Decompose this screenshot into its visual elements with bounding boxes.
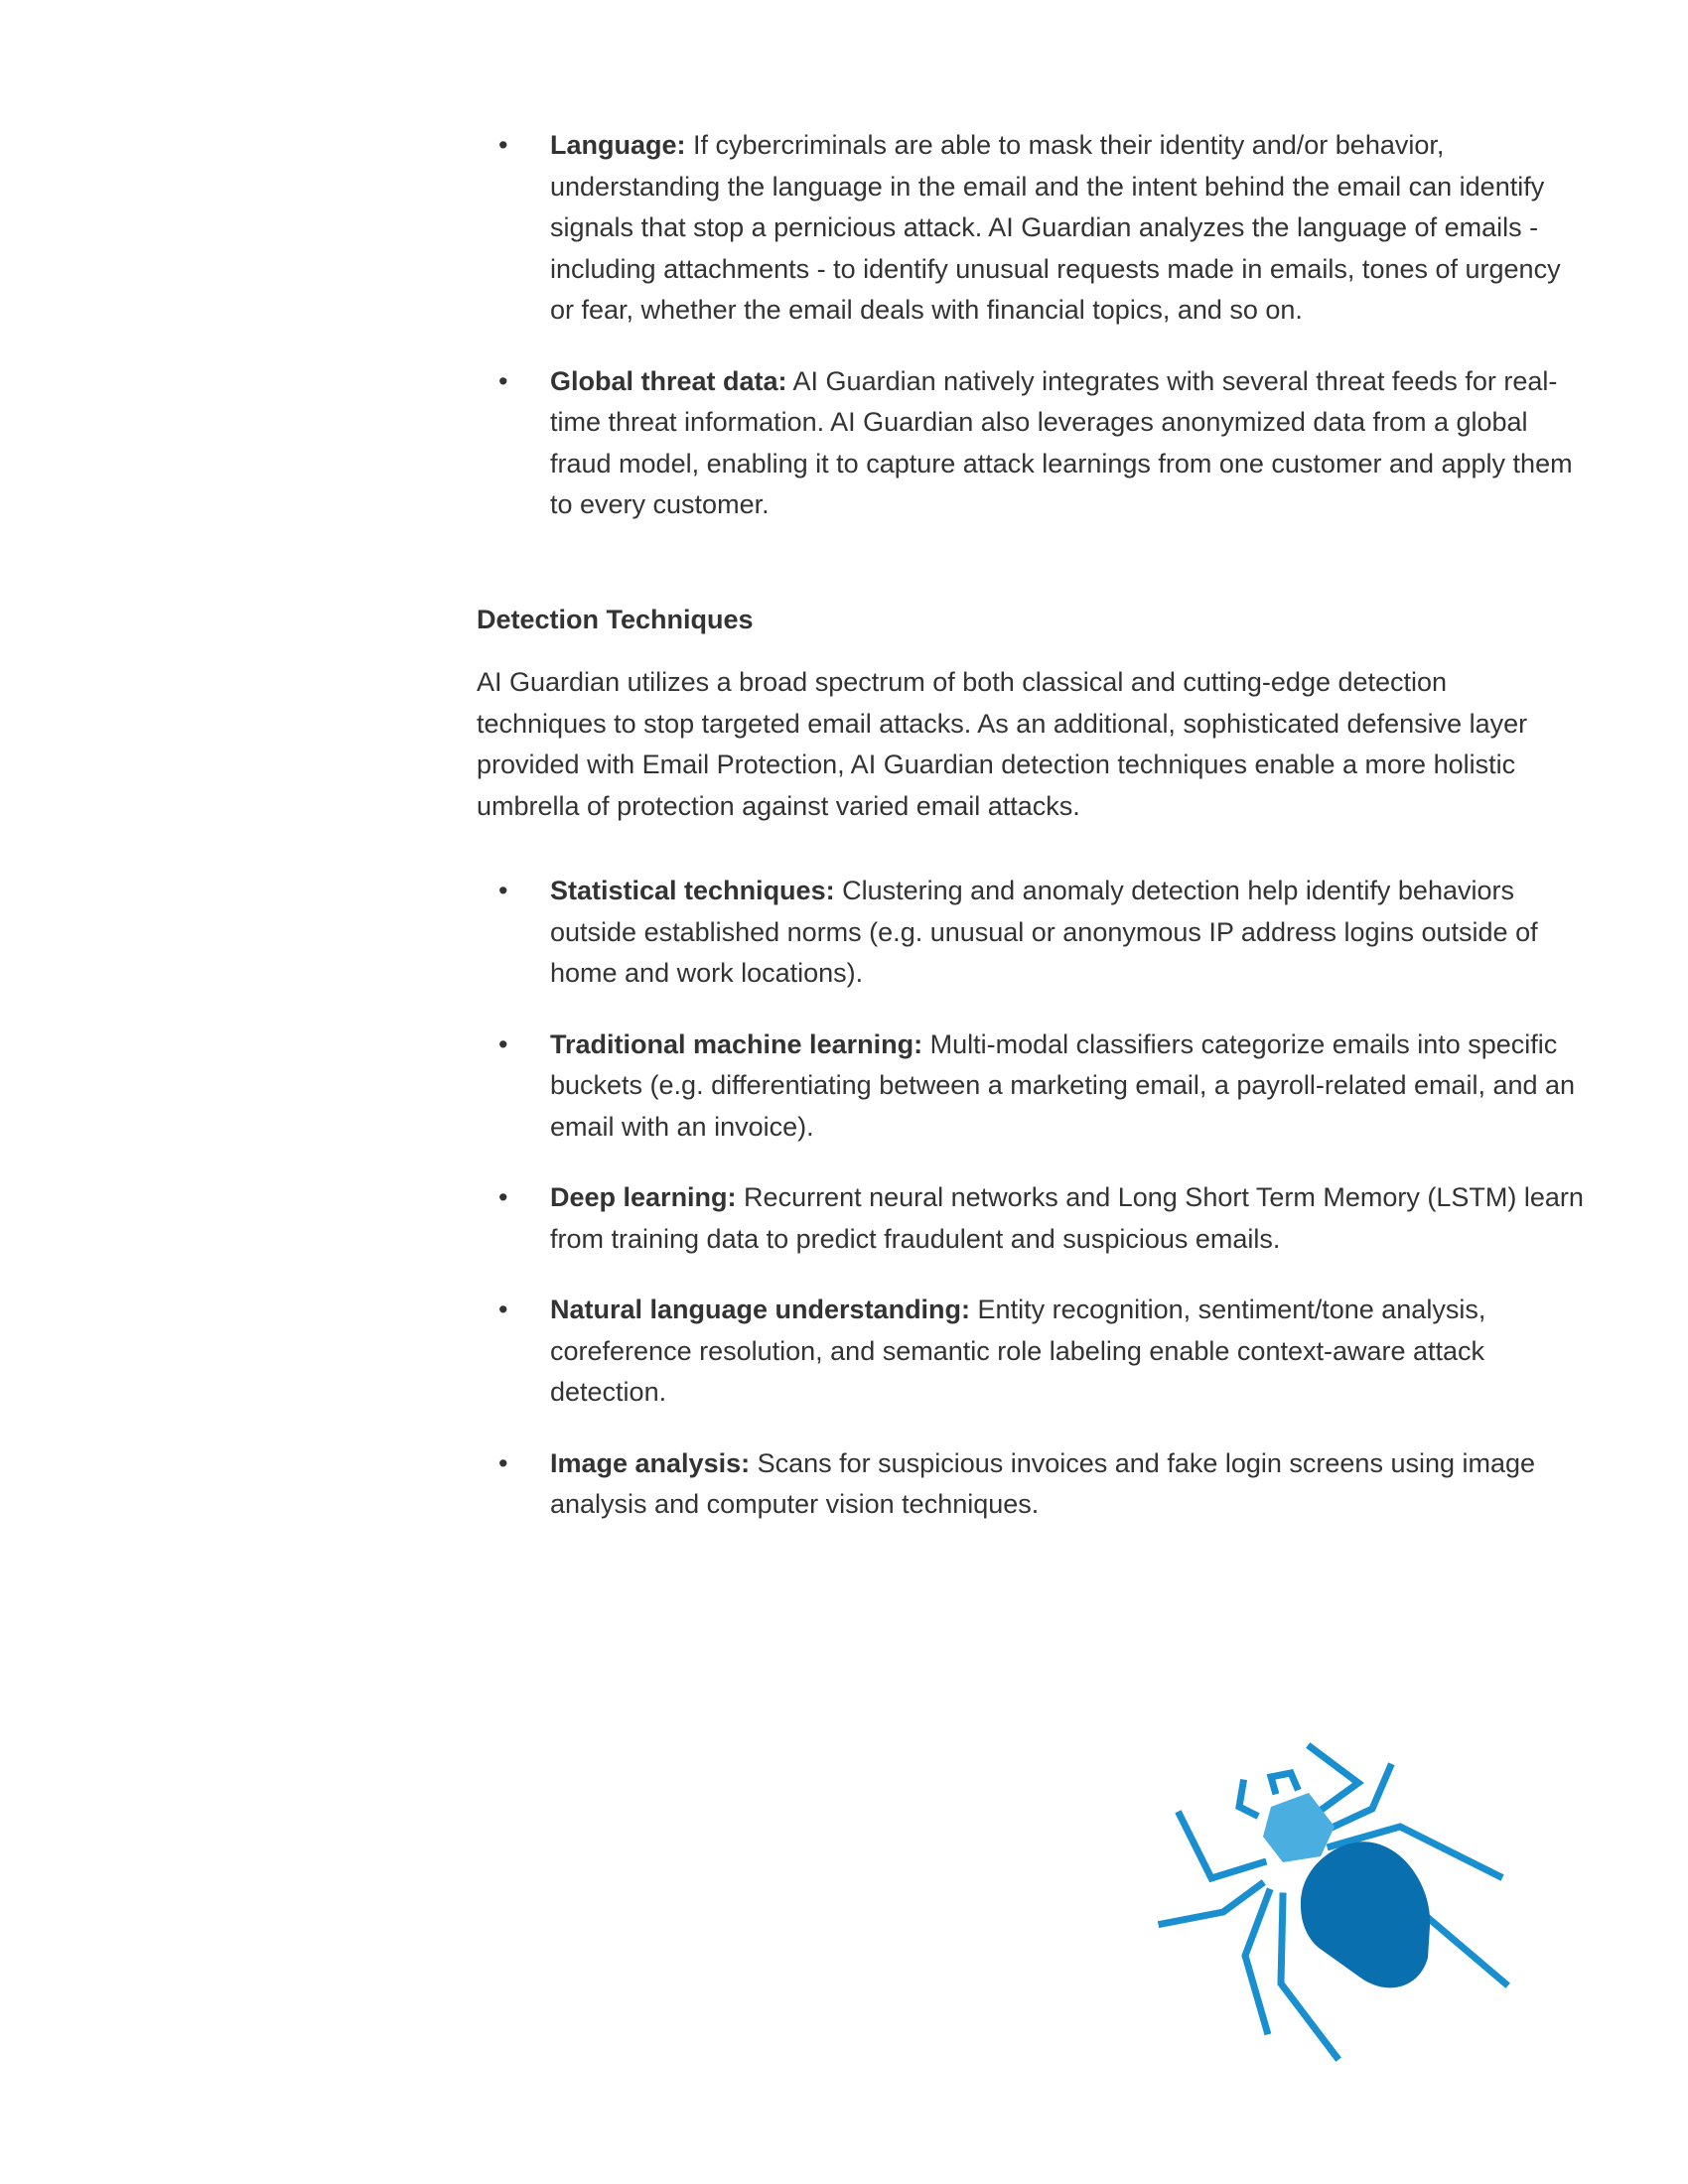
bullet-term: Natural language understanding: [550, 1295, 971, 1324]
list-item [477, 1177, 1589, 1260]
bullet-text: Multi-modal classifiers categorize emails into specific buckets (e.g. differentiating between a marketing email, a payroll-related email, and an email with an invoice). [550, 1028, 1576, 1142]
bullet-term: Global threat data: [550, 365, 787, 396]
bullet-text: AI Guardian natively integrates with several threat feeds for real-time threat information. AI Guardian also leverages anonymized data from a global fraud model, enabling it to capture attack learnings from one customer and apply them to every customer. [550, 365, 1573, 519]
bullet-icon: • [498, 876, 508, 905]
list-item [477, 361, 1589, 526]
bullet-text: Clustering and anomaly detection help identify behaviors outside established norms (e.g. unusual or anonymous IP address logins outside of home and work locations). [550, 876, 1538, 988]
list-item [477, 1290, 1589, 1414]
list-item [477, 125, 1589, 332]
section-paragraph: AI Guardian utilizes a broad spectrum of both classical and cutting-edge detection techniques to stop targeted email attacks. As an additional, sophisticated defensive layer provided with Email Protection, AI Guardian detection techniques enable a more holistic umbrella of protection against varied email attacks. [477, 667, 1528, 821]
bullet-icon: • [498, 1295, 508, 1324]
bullet-icon: • [498, 1028, 508, 1059]
bullet-icon: • [498, 1447, 508, 1478]
section-heading: Detection Techniques [477, 604, 754, 634]
bullet-text: Entity recognition, sentiment/tone analysis, coreference resolution, and semantic role labeling enable context-aware attack detection. [550, 1295, 1486, 1407]
bullet-icon: • [498, 130, 508, 160]
bullet-term: Image analysis: [550, 1447, 751, 1478]
bullet-text: If cybercriminals are able to mask their identity and/or behavior, understanding the language in the email and the intent behind the email can identify signals that stop a pernicious attack. AI Guardian analyzes the language of emails - including attachments - to identify unusual requests made in emails, tones of urgency or fear, whether the email deals with financial topics, and so on. [550, 130, 1561, 325]
feature-list [477, 125, 1589, 526]
bullet-term: Deep learning: [550, 1182, 737, 1212]
bullet-icon: • [498, 365, 508, 396]
bullet-term: Traditional machine learning: [550, 1028, 923, 1059]
bullet-text: Scans for suspicious invoices and fake login screens using image analysis and computer vision techniques. [550, 1447, 1536, 1519]
bullet-icon: • [498, 1182, 508, 1212]
techniques-list [477, 871, 1589, 1526]
bullet-term: Statistical techniques: [550, 876, 835, 905]
list-item [477, 1024, 1589, 1149]
bullet-text: Recurrent neural networks and Long Short Term Memory (LSTM) learn from training data to predict fraudulent and suspicious emails. [550, 1182, 1584, 1254]
document-content [477, 125, 1589, 1556]
bullet-term: Language: [550, 130, 686, 160]
list-item [477, 871, 1589, 995]
spider-bug-icon [1152, 1668, 1529, 2065]
list-item [477, 1443, 1589, 1526]
